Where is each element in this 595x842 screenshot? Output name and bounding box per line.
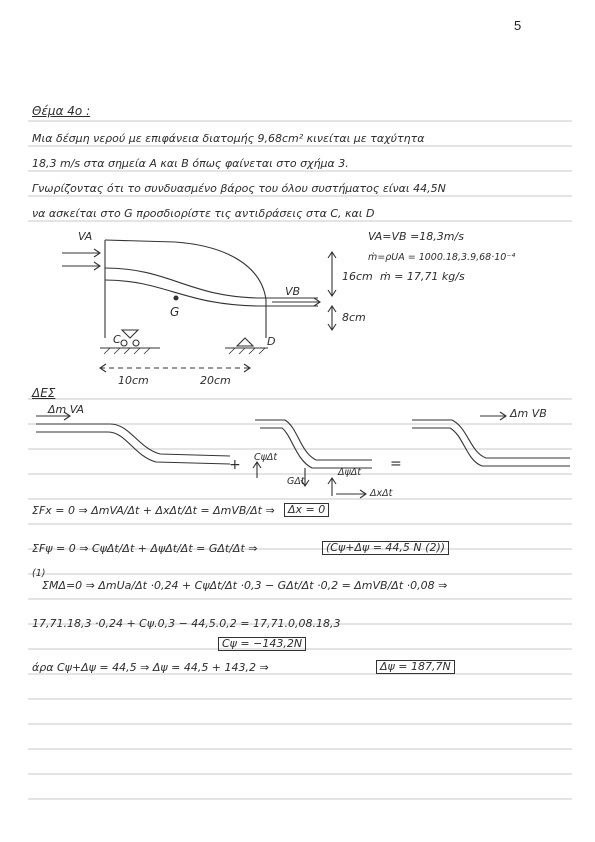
fbd-label-mva: Δm VA bbox=[48, 403, 85, 416]
eq-substitution: 17,71.18,3 ·0,24 + Cψ.0,3 − 44,5.0,2 = 17,71.0,08.18,3 bbox=[32, 617, 341, 630]
problem-line-4: να ασκείται στο G προσδιορίστε τις αντιδράσεις στα C, και D bbox=[32, 207, 375, 220]
eq-sum-fy-result: (Cψ+Δψ = 44,5 N (2)) bbox=[322, 541, 449, 555]
dim-8cm: 8cm bbox=[342, 311, 366, 324]
fbd-label-cydt: CψΔt bbox=[254, 452, 278, 463]
eq-sum-fy: ΣFψ = 0 ⇒ CψΔt/Δt + ΔψΔt/Δt = GΔt/Δt ⇒ bbox=[32, 542, 258, 555]
fbd-equals: = bbox=[390, 456, 402, 472]
eq-cy-result: Cψ = −143,2N bbox=[218, 637, 306, 651]
page-number: 5 bbox=[514, 18, 522, 33]
dim-20cm: 20cm bbox=[200, 374, 231, 387]
eq-sum-fx-result: Δx = 0 bbox=[284, 503, 329, 517]
fbd-label-dydt: ΔψΔt bbox=[338, 467, 361, 478]
given-velocity: VA=VB =18,3m/s bbox=[368, 230, 464, 243]
given-mass-flow-value: ṁ = 17,71 kg/s bbox=[380, 270, 465, 283]
eq-final-result: Δψ = 187,7N bbox=[376, 660, 455, 674]
label-vb: VB bbox=[285, 285, 301, 298]
label-va: VA bbox=[78, 230, 93, 243]
eq-sum-md: ΣMΔ=0 ⇒ ΔmUa/Δt ·0,24 + CψΔt/Δt ·0,3 − GΔt/Δt ·0,2 = ΔmVB/Δt ·0,08 ⇒ bbox=[42, 579, 448, 592]
given-mass-flow-formula: ṁ=ρUA = 1000.18,3.9,68·10⁻⁴ bbox=[368, 252, 516, 263]
fbd-label-dxdt: ΔxΔt bbox=[370, 488, 393, 499]
eq-final-prefix: άρα Cψ+Δψ = 44,5 ⇒ Δψ = 44,5 + 143,2 ⇒ bbox=[32, 661, 269, 674]
fbd-plus: + bbox=[229, 457, 241, 473]
label-g: G bbox=[170, 305, 180, 319]
problem-line-2: 18,3 m/s στα σημεία A και B όπως φαίνεται στο σχήμα 3. bbox=[32, 157, 349, 170]
label-c: C bbox=[113, 333, 121, 346]
section-label: ΔΕΣ bbox=[32, 386, 56, 400]
eq-moment-mark: (1) bbox=[32, 568, 46, 579]
dim-10cm: 10cm bbox=[118, 374, 149, 387]
label-d: D bbox=[267, 335, 276, 348]
eq-sum-fx: ΣFx = 0 ⇒ ΔmVA/Δt + ΔxΔt/Δt = ΔmVB/Δt ⇒ bbox=[32, 504, 275, 517]
fbd-label-gdt: GΔt bbox=[287, 476, 305, 487]
problem-line-1: Μια δέσμη νερού με επιφάνεια διατομής 9,68cm² κινείται με ταχύτητα bbox=[32, 132, 425, 145]
dim-16cm: 16cm bbox=[342, 270, 373, 283]
problem-line-3: Γνωρίζοντας ότι το συνδυασμένο βάρος του όλου συστήματος είναι 44,5N bbox=[32, 182, 446, 195]
fbd-label-mvb: Δm VB bbox=[510, 407, 547, 420]
problem-heading: Θέμα 4ο : bbox=[32, 104, 91, 118]
